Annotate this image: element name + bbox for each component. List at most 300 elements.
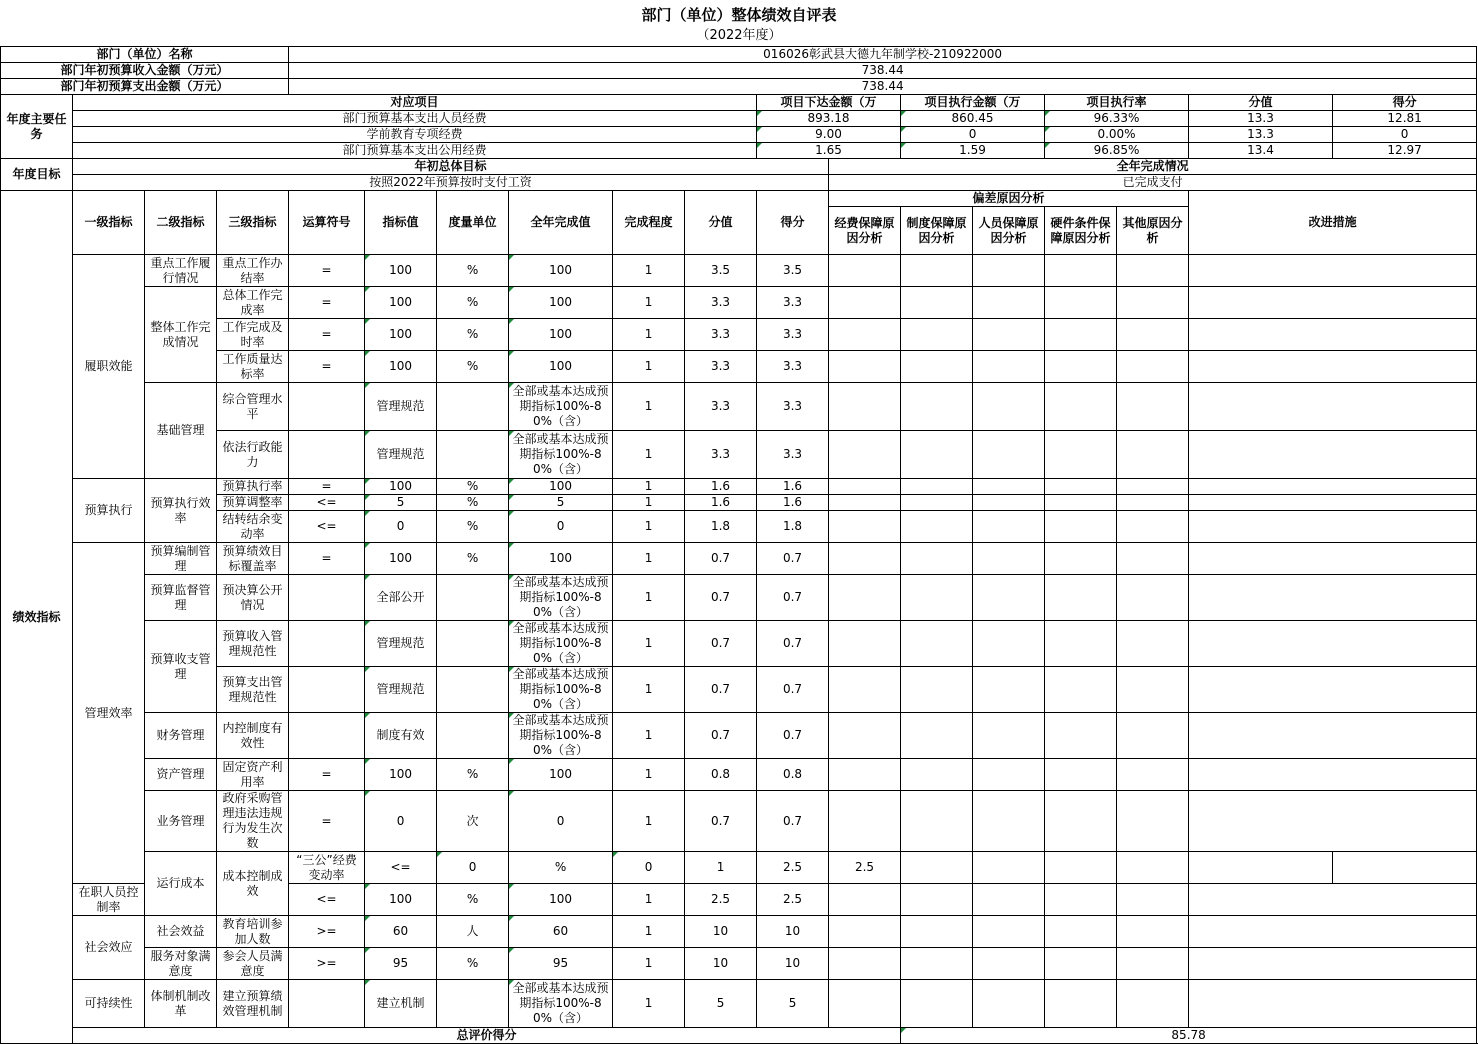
- task-item[interactable]: 部门预算基本支出公用经费: [73, 143, 757, 159]
- op-cell[interactable]: [289, 431, 365, 479]
- dev-cell[interactable]: [901, 852, 973, 884]
- target-cell[interactable]: 管理规范: [365, 431, 437, 479]
- actual-cell[interactable]: 全部或基本达成预期指标100%-80%（含）: [509, 383, 613, 431]
- task-rate[interactable]: 96.85%: [1045, 143, 1189, 159]
- task-rate[interactable]: 96.33%: [1045, 111, 1189, 127]
- degree-cell[interactable]: 1: [613, 351, 685, 383]
- completion-value[interactable]: 已完成支付: [829, 175, 1477, 191]
- actual-cell[interactable]: 100: [509, 479, 613, 495]
- dev-cell[interactable]: [1117, 791, 1189, 852]
- dev-cell[interactable]: [973, 713, 1045, 759]
- improve-cell[interactable]: [1189, 431, 1477, 479]
- degree-cell[interactable]: 1: [613, 479, 685, 495]
- dev-cell[interactable]: [1045, 543, 1117, 575]
- dev-cell[interactable]: [973, 980, 1045, 1028]
- task-exec[interactable]: 1.59: [901, 143, 1045, 159]
- score-cell[interactable]: 3.5: [757, 255, 829, 287]
- score-cell[interactable]: 0.7: [757, 713, 829, 759]
- unit-cell[interactable]: %: [437, 319, 509, 351]
- degree-cell[interactable]: 1: [613, 255, 685, 287]
- dev-cell[interactable]: [1045, 431, 1117, 479]
- target-cell[interactable]: 0: [365, 791, 437, 852]
- target-cell[interactable]: 管理规范: [365, 621, 437, 667]
- value-cell[interactable]: 0.7: [685, 667, 757, 713]
- value-cell[interactable]: 1.6: [685, 479, 757, 495]
- target-cell[interactable]: 100: [365, 759, 437, 791]
- dev-cell[interactable]: [901, 511, 973, 543]
- target-cell[interactable]: 100: [365, 287, 437, 319]
- score-cell[interactable]: 10: [757, 916, 829, 948]
- dev-cell[interactable]: [973, 852, 1045, 884]
- value-cell[interactable]: 0.7: [685, 713, 757, 759]
- dev-cell[interactable]: [1045, 255, 1117, 287]
- dev-cell[interactable]: [1045, 383, 1117, 431]
- target-cell[interactable]: 管理规范: [365, 667, 437, 713]
- dev-cell[interactable]: [1117, 287, 1189, 319]
- dev-cell[interactable]: [829, 791, 901, 852]
- target-cell[interactable]: 5: [365, 495, 437, 511]
- dev-cell[interactable]: [973, 884, 1045, 916]
- actual-cell[interactable]: 5: [509, 495, 613, 511]
- dev-cell[interactable]: [1117, 431, 1189, 479]
- dev-cell[interactable]: [1045, 980, 1117, 1028]
- task-value[interactable]: 13.4: [1189, 143, 1333, 159]
- task-score[interactable]: 12.81: [1333, 111, 1477, 127]
- unit-cell[interactable]: [437, 383, 509, 431]
- dev-cell[interactable]: [901, 479, 973, 495]
- dev-cell[interactable]: [1117, 511, 1189, 543]
- actual-cell[interactable]: 100: [509, 351, 613, 383]
- dev-cell[interactable]: [1045, 287, 1117, 319]
- value-cell[interactable]: 0.7: [685, 791, 757, 852]
- dev-cell[interactable]: [973, 351, 1045, 383]
- indicator-row: [1, 759, 1477, 791]
- dev-cell[interactable]: [829, 713, 901, 759]
- dev-cell[interactable]: [901, 287, 973, 319]
- dev-cell[interactable]: [1117, 543, 1189, 575]
- improve-cell[interactable]: [1189, 948, 1477, 980]
- dev-cell[interactable]: [973, 511, 1045, 543]
- target-cell[interactable]: 100: [365, 351, 437, 383]
- dev-cell[interactable]: [1045, 575, 1117, 621]
- score-cell[interactable]: 5: [757, 980, 829, 1028]
- target-cell[interactable]: 100: [365, 884, 437, 916]
- dev-cell[interactable]: [829, 287, 901, 319]
- actual-cell[interactable]: 全部或基本达成预期指标100%-80%（含）: [509, 431, 613, 479]
- task-value[interactable]: 13.3: [1189, 127, 1333, 143]
- score-cell[interactable]: 0.8: [757, 759, 829, 791]
- actual-cell[interactable]: 0: [613, 852, 685, 884]
- unit-cell[interactable]: %: [437, 884, 509, 916]
- value-cell[interactable]: 1.8: [685, 511, 757, 543]
- dev-cell[interactable]: [1117, 980, 1189, 1028]
- degree-cell[interactable]: 1: [613, 713, 685, 759]
- target-cell[interactable]: 95: [365, 948, 437, 980]
- dev-cell[interactable]: [1117, 852, 1189, 884]
- dev-cell[interactable]: [1117, 884, 1189, 916]
- dev-cell[interactable]: [829, 916, 901, 948]
- unit-cell[interactable]: 人: [437, 916, 509, 948]
- degree-cell[interactable]: 1: [613, 667, 685, 713]
- dev-cell[interactable]: [1117, 383, 1189, 431]
- value-cell[interactable]: 1.6: [685, 495, 757, 511]
- dev-cell[interactable]: [973, 383, 1045, 431]
- dev-cell[interactable]: [1189, 852, 1333, 884]
- op-cell[interactable]: [289, 713, 365, 759]
- task-rate[interactable]: 0.00%: [1045, 127, 1189, 143]
- op-cell[interactable]: <=: [289, 495, 365, 511]
- dev-cell[interactable]: [901, 255, 973, 287]
- dev-cell[interactable]: [829, 431, 901, 479]
- dev-cell[interactable]: [1045, 511, 1117, 543]
- unit-cell[interactable]: %: [437, 948, 509, 980]
- op-cell[interactable]: <=: [289, 884, 365, 916]
- degree-cell[interactable]: 1: [613, 884, 685, 916]
- dev-cell[interactable]: [973, 495, 1045, 511]
- improve-cell[interactable]: [1189, 759, 1477, 791]
- target-cell[interactable]: 100: [365, 255, 437, 287]
- dev-cell[interactable]: [901, 351, 973, 383]
- l3-cell: 固定资产利用率: [217, 759, 289, 791]
- op-cell[interactable]: [289, 575, 365, 621]
- value-cell[interactable]: 3.5: [685, 255, 757, 287]
- value-cell[interactable]: 3.3: [685, 319, 757, 351]
- improve-cell[interactable]: [1189, 255, 1477, 287]
- task-score[interactable]: 12.97: [1333, 143, 1477, 159]
- value-cell[interactable]: 3.3: [685, 431, 757, 479]
- dev-cell[interactable]: [973, 431, 1045, 479]
- score-cell[interactable]: 3.3: [757, 287, 829, 319]
- op-cell[interactable]: [289, 383, 365, 431]
- dev-cell[interactable]: [973, 319, 1045, 351]
- dev-cell[interactable]: [973, 543, 1045, 575]
- actual-cell[interactable]: 100: [509, 759, 613, 791]
- value-cell[interactable]: 0.8: [685, 759, 757, 791]
- actual-cell[interactable]: 100: [509, 255, 613, 287]
- score-cell[interactable]: 3.3: [757, 351, 829, 383]
- unit-name-value[interactable]: 016026彰武县大德九年制学校-210922000: [289, 47, 1477, 63]
- unit-cell[interactable]: %: [437, 255, 509, 287]
- score-cell[interactable]: 0.7: [757, 667, 829, 713]
- dev-cell[interactable]: [1045, 759, 1117, 791]
- task-budget[interactable]: 1.65: [757, 143, 901, 159]
- value-cell[interactable]: 10: [685, 916, 757, 948]
- target-cell[interactable]: 60: [365, 916, 437, 948]
- op-cell[interactable]: =: [289, 351, 365, 383]
- dev-cell[interactable]: [901, 791, 973, 852]
- dev-cell[interactable]: [1045, 319, 1117, 351]
- task-item[interactable]: 学前教育专项经费: [73, 127, 757, 143]
- dev-cell[interactable]: [1045, 852, 1117, 884]
- improve-cell[interactable]: [1189, 383, 1477, 431]
- dev-cell[interactable]: [973, 575, 1045, 621]
- improve-cell[interactable]: [1189, 667, 1477, 713]
- dev-cell[interactable]: [901, 884, 973, 916]
- dev-cell[interactable]: [973, 287, 1045, 319]
- task-exec[interactable]: 860.45: [901, 111, 1045, 127]
- target-cell[interactable]: 100: [365, 319, 437, 351]
- improve-cell[interactable]: [1189, 351, 1477, 383]
- improve-cell[interactable]: [1189, 511, 1477, 543]
- target-cell[interactable]: 100: [365, 543, 437, 575]
- improve-cell[interactable]: [1333, 852, 1477, 884]
- improve-cell[interactable]: [1189, 916, 1477, 948]
- unit-cell[interactable]: [437, 621, 509, 667]
- dev-cell[interactable]: [973, 255, 1045, 287]
- dev-cell[interactable]: [901, 431, 973, 479]
- actual-cell[interactable]: 全部或基本达成预期指标100%-80%（含）: [509, 621, 613, 667]
- degree-cell[interactable]: 1: [613, 980, 685, 1028]
- value-cell[interactable]: 0.7: [685, 575, 757, 621]
- dev-cell[interactable]: [901, 319, 973, 351]
- dev-cell[interactable]: [901, 621, 973, 667]
- task-score[interactable]: 0: [1333, 127, 1477, 143]
- target-cell[interactable]: 0: [437, 852, 509, 884]
- degree-cell[interactable]: 1: [685, 852, 757, 884]
- dev-cell[interactable]: [829, 980, 901, 1028]
- degree-cell[interactable]: 1: [613, 543, 685, 575]
- value-cell[interactable]: 3.3: [685, 383, 757, 431]
- dev-cell[interactable]: [1117, 916, 1189, 948]
- dev-cell[interactable]: [973, 759, 1045, 791]
- actual-cell[interactable]: 100: [509, 319, 613, 351]
- unit-cell[interactable]: 次: [437, 791, 509, 852]
- dev-cell[interactable]: [829, 479, 901, 495]
- score-cell[interactable]: 1.6: [757, 479, 829, 495]
- dev-cell[interactable]: [829, 383, 901, 431]
- degree-cell[interactable]: 1: [613, 495, 685, 511]
- income-value[interactable]: 738.44: [289, 63, 1477, 79]
- dev-cell[interactable]: [829, 351, 901, 383]
- dev-cell[interactable]: [973, 621, 1045, 667]
- degree-cell[interactable]: 1: [613, 791, 685, 852]
- improve-cell[interactable]: [1189, 495, 1477, 511]
- improve-cell[interactable]: [1189, 791, 1477, 852]
- score-cell[interactable]: 3.3: [757, 431, 829, 479]
- value-cell[interactable]: 2.5: [757, 852, 829, 884]
- op-cell[interactable]: [289, 667, 365, 713]
- op-cell[interactable]: =: [289, 791, 365, 852]
- perf-h-target: 指标值: [365, 191, 437, 255]
- dev-cell[interactable]: [1045, 884, 1117, 916]
- target-cell[interactable]: 全部公开: [365, 575, 437, 621]
- improve-cell[interactable]: [1189, 287, 1477, 319]
- dev-cell[interactable]: [973, 948, 1045, 980]
- unit-cell[interactable]: [437, 980, 509, 1028]
- improve-cell[interactable]: [1189, 479, 1477, 495]
- degree-cell[interactable]: 1: [613, 759, 685, 791]
- improve-cell[interactable]: [1189, 575, 1477, 621]
- actual-cell[interactable]: 100: [509, 543, 613, 575]
- dev-cell[interactable]: [1045, 713, 1117, 759]
- target-cell[interactable]: 100: [365, 479, 437, 495]
- dev-cell[interactable]: [1045, 479, 1117, 495]
- dev-cell[interactable]: [829, 948, 901, 980]
- value-cell[interactable]: 2.5: [685, 884, 757, 916]
- op-cell[interactable]: =: [289, 543, 365, 575]
- actual-cell[interactable]: 0: [509, 511, 613, 543]
- dev-cell[interactable]: [1117, 948, 1189, 980]
- unit-cell[interactable]: %: [437, 543, 509, 575]
- op-cell[interactable]: <=: [365, 852, 437, 884]
- unit-cell[interactable]: %: [437, 351, 509, 383]
- unit-cell[interactable]: [437, 667, 509, 713]
- op-cell[interactable]: =: [289, 287, 365, 319]
- dev-cell[interactable]: [901, 575, 973, 621]
- dev-cell[interactable]: [1117, 575, 1189, 621]
- value-cell[interactable]: 0.7: [685, 621, 757, 667]
- score-cell[interactable]: 3.3: [757, 319, 829, 351]
- dev-cell[interactable]: [829, 621, 901, 667]
- op-cell[interactable]: =: [289, 255, 365, 287]
- total-value[interactable]: 85.78: [901, 1028, 1477, 1044]
- improve-cell[interactable]: [1189, 319, 1477, 351]
- dev-cell[interactable]: [829, 495, 901, 511]
- degree-cell[interactable]: 1: [613, 916, 685, 948]
- degree-cell[interactable]: 1: [613, 511, 685, 543]
- op-cell[interactable]: =: [289, 479, 365, 495]
- dev-cell[interactable]: [901, 759, 973, 791]
- dev-cell[interactable]: [1117, 759, 1189, 791]
- op-cell[interactable]: [289, 980, 365, 1028]
- actual-cell[interactable]: 100: [509, 287, 613, 319]
- improve-cell[interactable]: [1189, 884, 1477, 916]
- task-budget[interactable]: 9.00: [757, 127, 901, 143]
- dev-cell[interactable]: [1045, 621, 1117, 667]
- degree-cell[interactable]: 1: [613, 575, 685, 621]
- target-cell[interactable]: 管理规范: [365, 383, 437, 431]
- initial-goal-value[interactable]: 按照2022年预算按时支付工资: [73, 175, 829, 191]
- dev-cell[interactable]: [1117, 713, 1189, 759]
- dev-cell[interactable]: [1045, 351, 1117, 383]
- degree-cell[interactable]: 1: [613, 948, 685, 980]
- dev-cell[interactable]: [829, 543, 901, 575]
- op-cell[interactable]: >=: [289, 948, 365, 980]
- actual-cell[interactable]: 全部或基本达成预期指标100%-80%（含）: [509, 575, 613, 621]
- actual-cell[interactable]: 100: [509, 884, 613, 916]
- value-cell[interactable]: 0.7: [685, 543, 757, 575]
- dev-cell[interactable]: [973, 479, 1045, 495]
- unit-cell[interactable]: %: [437, 759, 509, 791]
- score-cell[interactable]: 0.7: [757, 575, 829, 621]
- unit-cell[interactable]: [437, 431, 509, 479]
- score-cell[interactable]: 1.6: [757, 495, 829, 511]
- op-cell[interactable]: >=: [289, 916, 365, 948]
- unit-cell[interactable]: %: [437, 287, 509, 319]
- task-item[interactable]: 部门预算基本支出人员经费: [73, 111, 757, 127]
- actual-cell[interactable]: 0: [509, 791, 613, 852]
- unit-cell[interactable]: %: [437, 495, 509, 511]
- dev-cell[interactable]: [901, 980, 973, 1028]
- degree-cell[interactable]: 1: [613, 621, 685, 667]
- dev-cell[interactable]: [829, 884, 901, 916]
- dev-cell[interactable]: [1117, 667, 1189, 713]
- dev-cell[interactable]: [829, 511, 901, 543]
- dev-cell[interactable]: [901, 495, 973, 511]
- score-cell[interactable]: 0.7: [757, 791, 829, 852]
- degree-cell[interactable]: 1: [613, 431, 685, 479]
- unit-cell[interactable]: [437, 713, 509, 759]
- op-cell[interactable]: [289, 621, 365, 667]
- dev-cell[interactable]: [1117, 479, 1189, 495]
- target-cell[interactable]: 0: [365, 511, 437, 543]
- score-cell[interactable]: 0.7: [757, 543, 829, 575]
- task-value[interactable]: 13.3: [1189, 111, 1333, 127]
- unit-cell[interactable]: [437, 575, 509, 621]
- improve-cell[interactable]: [1189, 543, 1477, 575]
- value-cell[interactable]: 3.3: [685, 287, 757, 319]
- dev-cell[interactable]: [829, 255, 901, 287]
- dev-cell[interactable]: [1045, 791, 1117, 852]
- dev-cell[interactable]: [1117, 319, 1189, 351]
- dev-cell[interactable]: [1117, 351, 1189, 383]
- actual-cell[interactable]: 60: [509, 916, 613, 948]
- unit-cell[interactable]: %: [509, 852, 613, 884]
- dev-cell[interactable]: [1117, 621, 1189, 667]
- actual-cell[interactable]: 全部或基本达成预期指标100%-80%（含）: [509, 667, 613, 713]
- score-cell[interactable]: 3.3: [757, 383, 829, 431]
- improve-cell[interactable]: [1189, 713, 1477, 759]
- dev-cell[interactable]: [901, 667, 973, 713]
- actual-cell[interactable]: 95: [509, 948, 613, 980]
- value-cell[interactable]: 5: [685, 980, 757, 1028]
- dev-cell[interactable]: [1117, 495, 1189, 511]
- dev-cell[interactable]: [829, 667, 901, 713]
- dev-cell[interactable]: [901, 948, 973, 980]
- dev-cell[interactable]: [1045, 495, 1117, 511]
- dev-cell[interactable]: [829, 575, 901, 621]
- dev-cell[interactable]: [1045, 667, 1117, 713]
- op-cell[interactable]: =: [289, 759, 365, 791]
- value-cell[interactable]: 3.3: [685, 351, 757, 383]
- score-cell[interactable]: 2.5: [757, 884, 829, 916]
- dev-cell[interactable]: [1045, 916, 1117, 948]
- unit-cell[interactable]: %: [437, 511, 509, 543]
- unit-cell[interactable]: %: [437, 479, 509, 495]
- target-cell[interactable]: 建立机制: [365, 980, 437, 1028]
- value-cell[interactable]: 10: [685, 948, 757, 980]
- dev-cell[interactable]: [1117, 255, 1189, 287]
- op-cell[interactable]: <=: [289, 511, 365, 543]
- dev-cell[interactable]: [829, 319, 901, 351]
- dev-cell[interactable]: [973, 667, 1045, 713]
- degree-cell[interactable]: 1: [613, 287, 685, 319]
- expense-value[interactable]: 738.44: [289, 79, 1477, 95]
- task-exec[interactable]: 0: [901, 127, 1045, 143]
- dev-cell[interactable]: [829, 759, 901, 791]
- dev-cell[interactable]: [901, 713, 973, 759]
- score-cell[interactable]: 2.5: [829, 852, 901, 884]
- dev-cell[interactable]: [973, 791, 1045, 852]
- task-budget[interactable]: 893.18: [757, 111, 901, 127]
- improve-cell[interactable]: [1189, 980, 1477, 1028]
- dev-cell[interactable]: [1045, 948, 1117, 980]
- improve-cell[interactable]: [1189, 621, 1477, 667]
- actual-cell[interactable]: 全部或基本达成预期指标100%-80%（含）: [509, 980, 613, 1028]
- op-cell[interactable]: =: [289, 319, 365, 351]
- score-cell[interactable]: 10: [757, 948, 829, 980]
- actual-cell[interactable]: 全部或基本达成预期指标100%-80%（含）: [509, 713, 613, 759]
- dev-cell[interactable]: [901, 543, 973, 575]
- target-cell[interactable]: 制度有效: [365, 713, 437, 759]
- dev-cell[interactable]: [901, 916, 973, 948]
- score-cell[interactable]: 1.8: [757, 511, 829, 543]
- dev-cell[interactable]: [973, 916, 1045, 948]
- dev-cell[interactable]: [901, 383, 973, 431]
- degree-cell[interactable]: 1: [613, 319, 685, 351]
- degree-cell[interactable]: 1: [613, 383, 685, 431]
- score-cell[interactable]: 0.7: [757, 621, 829, 667]
